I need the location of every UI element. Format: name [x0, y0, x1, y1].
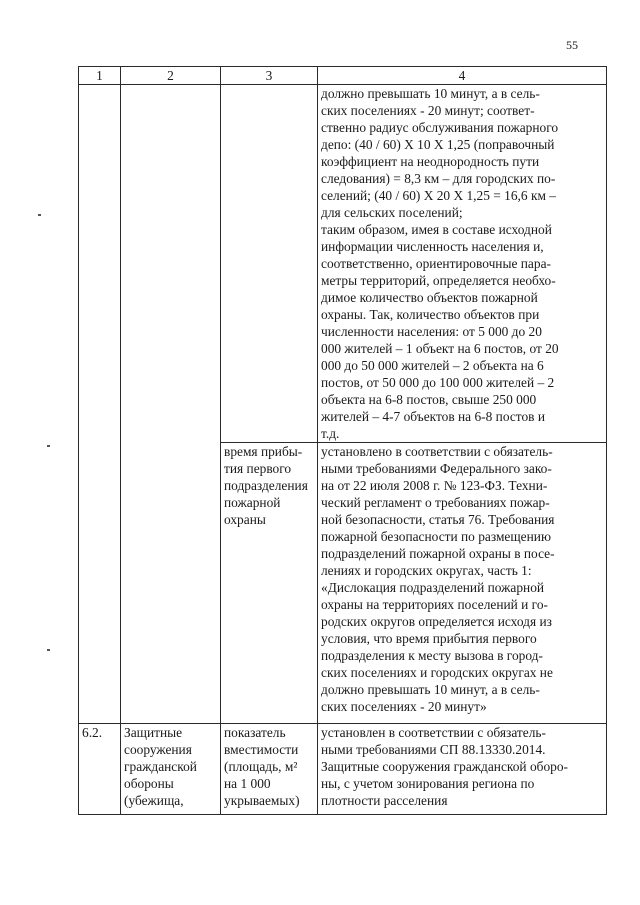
text-line: следования) = 8,3 км – для городских по-	[321, 171, 556, 186]
text-line: на от 22 июля 2008 г. № 123-ФЗ. Техни-	[321, 478, 548, 493]
row2-col4	[318, 443, 607, 724]
text-line: димое количество объектов пожарной	[321, 290, 538, 305]
text-line: таким образом, имея в составе исходной	[321, 222, 552, 237]
text-line: коэффициент на неоднородность пути	[321, 154, 540, 169]
text-line: должно превышать 10 минут, а в сель-	[321, 682, 540, 697]
scan-speck	[47, 445, 50, 447]
header-cell-4: 4	[318, 67, 607, 85]
table-row-6-2	[79, 724, 607, 815]
text-line: подразделения к месту вызова в город-	[321, 648, 543, 663]
text-line: ной безопасности, статья 76. Требования	[321, 512, 555, 527]
text-line: численности населения: от 5 000 до 20	[321, 324, 542, 339]
row1-col3	[221, 85, 318, 443]
text-line: селений; (40 / 60) X 20 X 1,25 = 16,6 км –	[321, 188, 556, 203]
row1-col1	[79, 85, 121, 724]
text-line: ских поселениях и городских округах не	[321, 665, 553, 680]
text-line: ны, с учетом зонирования региона по	[321, 776, 535, 791]
text-line: ских поселениях - 20 минут; соответ-	[321, 103, 535, 118]
text-line: ских поселениях - 20 минут»	[321, 699, 487, 714]
text-line: (площадь, м²	[224, 759, 298, 774]
row3-object	[121, 724, 221, 815]
text-line: гражданской	[124, 759, 197, 774]
text-line: Защитные	[124, 725, 183, 740]
text-line: пожарной	[224, 495, 281, 510]
scan-speck	[47, 649, 50, 651]
text-line: охраны	[224, 512, 266, 527]
row1-description	[321, 85, 603, 442]
row3-indicator-text	[224, 724, 314, 809]
text-line: вместимости	[224, 742, 299, 757]
row3-object-text	[124, 724, 217, 809]
text-line: объекта на 6-8 постов, свыше 250 000	[321, 392, 537, 407]
text-line: плотности расселения	[321, 793, 448, 808]
text-line: должно превышать 10 минут, а в сель-	[321, 86, 540, 101]
text-line: охраны на территориях поселений и го-	[321, 597, 548, 612]
row3-description-text	[321, 724, 603, 809]
text-line: установлен в соответствии с обязатель-	[321, 725, 546, 740]
text-line: на 1 000	[224, 776, 271, 791]
table-header-row	[79, 67, 607, 85]
header-cell-3: 3	[221, 67, 318, 85]
text-line: установлено в соответствии с обязатель-	[321, 444, 553, 459]
text-line: подразделения	[224, 478, 308, 493]
standards-table	[78, 66, 607, 815]
row3-indicator	[221, 724, 318, 815]
text-line: постов, от 50 000 до 100 000 жителей – 2	[321, 375, 555, 390]
text-line: метры территорий, определяется необхо-	[321, 273, 556, 288]
text-line: сооружения	[124, 742, 192, 757]
row1-col2	[121, 85, 221, 724]
text-line: ственно радиус обслуживания пожарного	[321, 120, 559, 135]
header-cell-1: 1	[79, 67, 121, 85]
row2-col3	[221, 443, 318, 724]
text-line: укрываемых)	[224, 793, 300, 808]
scan-speck	[38, 214, 41, 216]
text-line: пожарной безопасности по размещению	[321, 529, 551, 544]
text-line: показатель	[224, 725, 286, 740]
text-line: ческий регламент о требованиях пожар-	[321, 495, 550, 510]
text-line: условия, что время прибытия первого	[321, 631, 537, 646]
row1-col4	[318, 85, 607, 443]
text-line: родских округов определяется исходя из	[321, 614, 552, 629]
text-line: «Дислокация подразделений пожарной	[321, 580, 545, 595]
text-line: лениях и городских округах, часть 1:	[321, 563, 532, 578]
row3-description	[318, 724, 607, 815]
row2-indicator	[224, 443, 314, 528]
text-line: жителей – 4-7 объектов на 6-8 постов и	[321, 409, 546, 424]
header-cell-2: 2	[121, 67, 221, 85]
page-number: 55	[566, 38, 578, 52]
text-line: время прибы-	[224, 444, 303, 459]
text-line: т.д.	[321, 426, 340, 441]
text-line: 000 до 50 000 жителей – 2 объекта на 6	[321, 358, 544, 373]
text-line: депо: (40 / 60) X 10 X 1,25 (поправочный	[321, 137, 555, 152]
text-line: (убежища,	[124, 793, 184, 808]
text-line: 000 жителей – 1 объект на 6 постов, от 20	[321, 341, 559, 356]
text-line: охраны. Так, количество объектов при	[321, 307, 540, 322]
text-line: для сельских поселений;	[321, 205, 463, 220]
text-line: соответственно, ориентировочные пара-	[321, 256, 551, 271]
row3-number: 6.2.	[79, 724, 121, 815]
row2-description	[321, 443, 603, 715]
text-line: информации численность населения и,	[321, 239, 544, 254]
text-line: обороны	[124, 776, 174, 791]
table-row-continuation	[79, 85, 607, 443]
text-line: Защитные сооружения гражданской оборо-	[321, 759, 569, 774]
text-line: ными требованиями Федерального зако-	[321, 461, 552, 476]
text-line: ными требованиями СП 88.13330.2014.	[321, 742, 546, 757]
text-line: тия первого	[224, 461, 292, 476]
text-line: подразделений пожарной охраны в посе-	[321, 546, 555, 561]
